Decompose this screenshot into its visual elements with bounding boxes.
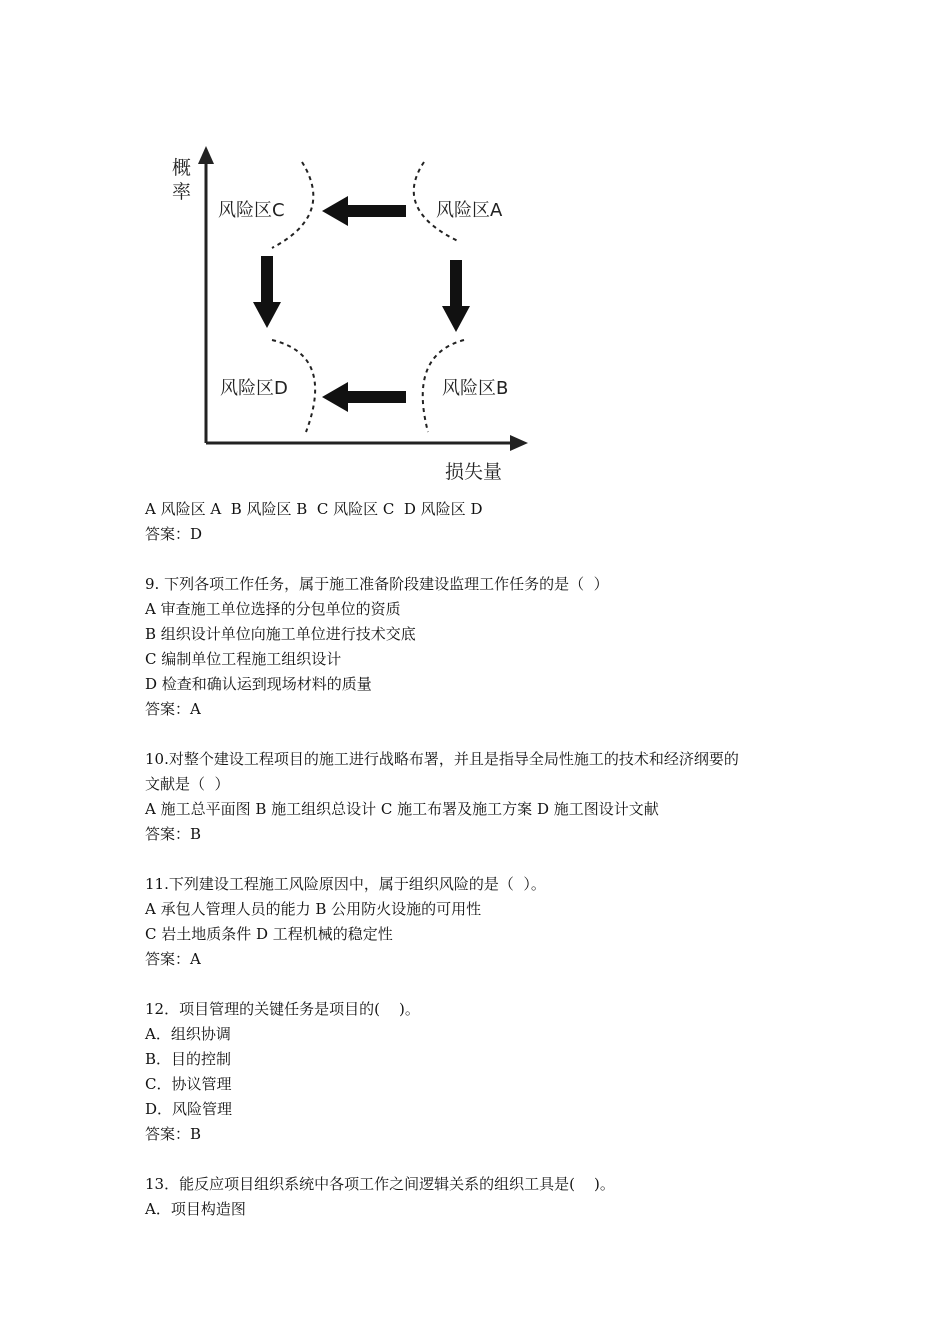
q12-question: 12．项目管理的关键任务是项目的( )。 bbox=[145, 1000, 420, 1018]
q12-option-a: A．组织协调 bbox=[145, 1025, 231, 1043]
q8-options: A 风险区 A B 风险区 B C 风险区 C D 风险区 D bbox=[145, 500, 483, 518]
spacer bbox=[145, 972, 825, 997]
q9-question: 9. 下列各项工作任务，属于施工准备阶段建设监理工作任务的是（ ） bbox=[145, 575, 609, 593]
q9-option-a: A 审查施工单位选择的分包单位的资质 bbox=[145, 600, 401, 618]
spacer bbox=[145, 722, 825, 747]
zone-b-label: 风险区B bbox=[442, 378, 509, 399]
risk-zone-diagram bbox=[160, 140, 540, 490]
q12-option-d: D．风险管理 bbox=[145, 1100, 233, 1118]
arrow-a-to-c bbox=[322, 196, 406, 226]
arrow-a-to-b bbox=[442, 260, 470, 332]
q8-answer: 答案：D bbox=[145, 525, 203, 543]
y-axis-arrowhead bbox=[198, 146, 214, 164]
q10-question-line1: 10.对整个建设工程项目的施工进行战略布署，并且是指导全局性施工的技术和经济纲要的 bbox=[145, 750, 739, 768]
zone-a-label: 风险区A bbox=[436, 200, 503, 221]
q11-options-line1: A 承包人管理人员的能力 B 公用防火设施的可用性 bbox=[145, 900, 482, 918]
q11-question: 11.下列建设工程施工风险原因中，属于组织风险的是（ ）。 bbox=[145, 875, 546, 893]
zone-d-label: 风险区D bbox=[220, 378, 288, 399]
q10-options: A 施工总平面图 B 施工组织总设计 C 施工布署及施工方案 D 施工图设计文献 bbox=[145, 800, 659, 818]
x-axis-arrowhead bbox=[510, 435, 528, 451]
spacer bbox=[145, 1147, 825, 1172]
q11-options-line2: C 岩土地质条件 D 工程机械的稳定性 bbox=[145, 925, 393, 943]
zone-c-label: 风险区C bbox=[218, 200, 285, 221]
q12-option-b: B．目的控制 bbox=[145, 1050, 232, 1068]
q11-answer: 答案：A bbox=[145, 950, 201, 968]
x-axis-label: 损失量 bbox=[445, 461, 503, 483]
question-text-block bbox=[145, 497, 825, 1222]
spacer bbox=[145, 847, 825, 872]
q9-answer: 答案：A bbox=[145, 700, 201, 718]
arrow-b-to-d bbox=[322, 382, 406, 412]
q12-answer: 答案：B bbox=[145, 1125, 202, 1143]
q13-question: 13．能反应项目组织系统中各项工作之间逻辑关系的组织工具是( )。 bbox=[145, 1175, 615, 1193]
q9-option-b: B 组织设计单位向施工单位进行技术交底 bbox=[145, 625, 416, 643]
q10-question-line2: 文献是（ ） bbox=[145, 775, 230, 793]
q13-option-a: A．项目构造图 bbox=[145, 1200, 246, 1218]
y-axis-label: 概 率 bbox=[172, 157, 192, 203]
arrow-c-to-d bbox=[253, 256, 281, 328]
q10-answer: 答案：B bbox=[145, 825, 202, 843]
spacer bbox=[145, 547, 825, 572]
q12-option-c: C．协议管理 bbox=[145, 1075, 232, 1093]
q9-option-c: C 编制单位工程施工组织设计 bbox=[145, 650, 342, 668]
q9-option-d: D 检查和确认运到现场材料的质量 bbox=[145, 675, 372, 693]
risk-zone-svg bbox=[160, 140, 540, 490]
